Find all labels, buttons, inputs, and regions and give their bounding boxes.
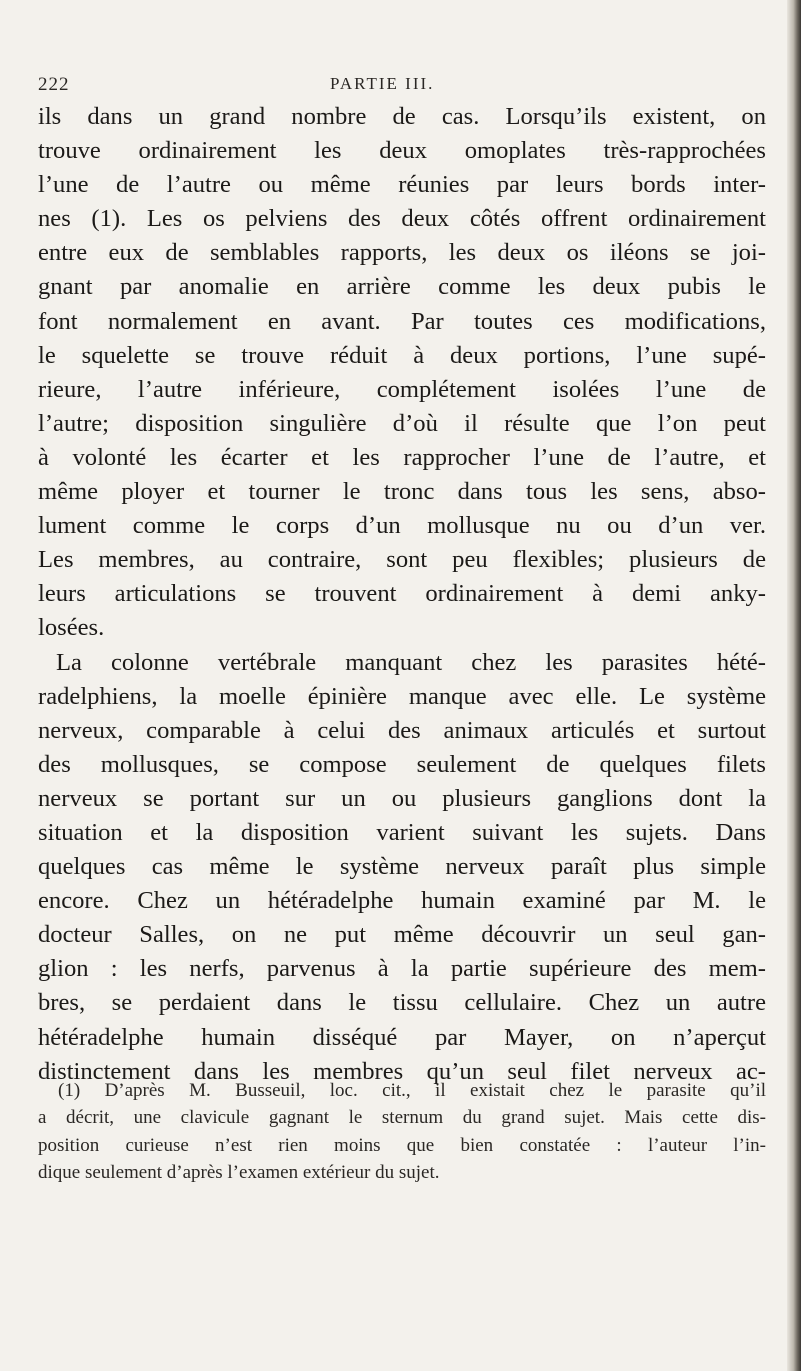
text-line: l’une de l’autre ou même réunies par leurs bords inter- (38, 171, 766, 199)
text-line: situation et la disposition varient suivant les sujets. Dans (38, 818, 766, 846)
text-line: gnant par anomalie en arrière comme les deux pubis le (38, 273, 766, 301)
body-text (38, 100, 766, 1089)
page-header (38, 68, 778, 98)
text-line: nes (1). Les os pelviens des deux côtés offrent ordinairement (38, 205, 766, 233)
footnote-line: position curieuse n’est rien moins que bien constatée : l’auteur l’in- (38, 1134, 766, 1156)
text-line: distinctement dans les membres qu’un seul filet nerveux ac- (38, 1057, 766, 1085)
text-line: bres, se perdaient dans le tissu cellulaire. Chez un autre (38, 989, 766, 1017)
text-line: nerveux se portant sur un ou plusieurs ganglions dont la (38, 784, 766, 812)
text-line: rieure, l’autre inférieure, complétement isolées l’une de (38, 375, 766, 403)
page-number: 222 (38, 74, 70, 95)
text-line: entre eux de semblables rapports, les deux os iléons se joi- (38, 239, 766, 267)
text-line: des mollusques, se compose seulement de quelques filets (38, 750, 766, 778)
text-line: l’autre; disposition singulière d’où il résulte que l’on peut (38, 409, 766, 437)
text-line: radelphiens, la moelle épinière manque avec elle. Le système (38, 682, 766, 710)
text-line: hétéradelphe humain disséqué par Mayer, on n’aperçut (38, 1023, 766, 1051)
running-head: PARTIE III. (330, 74, 435, 93)
book-spine-shadow (787, 0, 801, 1371)
text-line: lument comme le corps d’un mollusque nu ou d’un ver. (38, 512, 766, 540)
footnote (38, 1077, 766, 1187)
text-line: ils dans un grand nombre de cas. Lorsqu’ils existent, on (38, 103, 766, 130)
text-line: trouve ordinairement les deux omoplates très-rapprochées (38, 137, 766, 165)
text-line: losées. (38, 614, 105, 642)
text-line: à volonté les écarter et les rapprocher l’une de l’autre, et (38, 443, 766, 471)
text-line: même ployer et tourner le tronc dans tous les sens, abso- (38, 478, 766, 506)
footnote-line: a décrit, une clavicule gagnant le sternum du grand sujet. Mais cette dis- (38, 1107, 766, 1129)
footnote-line: dique seulement d’après l’examen extérieur du sujet. (38, 1162, 440, 1184)
footnote-line: (1) D’après M. Busseuil, loc. cit., il existait chez le parasite qu’il (58, 1080, 766, 1101)
text-line: le squelette se trouve réduit à deux portions, l’une supé- (38, 341, 766, 369)
text-line: La colonne vertébrale manquant chez les parasites hété- (56, 648, 766, 676)
text-line: Les membres, au contraire, sont peu flexibles; plusieurs de (38, 546, 766, 574)
text-line: nerveux, comparable à celui des animaux articulés et surtout (38, 716, 766, 744)
text-line: docteur Salles, on ne put même découvrir un seul gan- (38, 921, 766, 949)
text-line: encore. Chez un hétéradelphe humain examiné par M. le (38, 887, 766, 915)
text-line: quelques cas même le système nerveux paraît plus simple (38, 853, 766, 881)
text-line: glion : les nerfs, parvenus à la partie supérieure des mem- (38, 955, 766, 983)
text-line: font normalement en avant. Par toutes ces modifications, (38, 307, 766, 335)
text-line: leurs articulations se trouvent ordinairement à demi anky- (38, 580, 766, 608)
